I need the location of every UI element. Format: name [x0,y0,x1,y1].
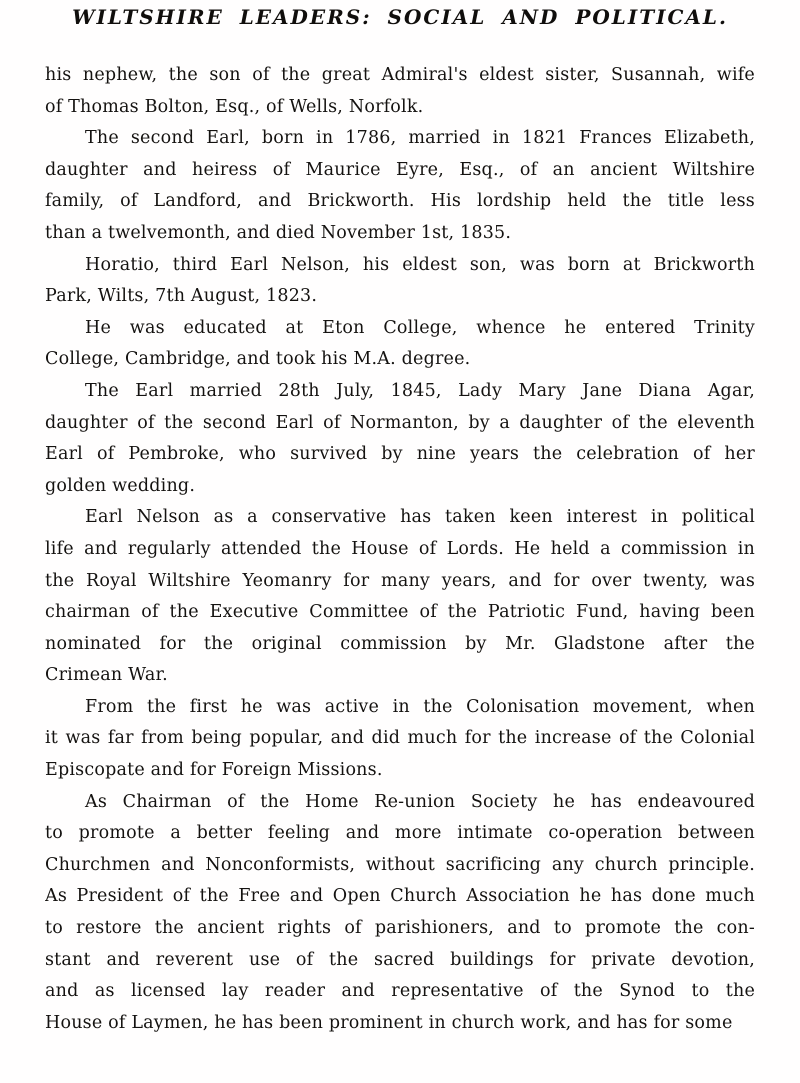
text-line: to promote a better feeling and more intimate co-operation between [45,823,755,844]
paragraph-education [45,313,755,376]
text-line: Park, Wilts, 7th August, 1823. [45,286,318,307]
text-line: his nephew, the son of the great Admiral's eldest sister, Susannah, wife [45,65,755,85]
paragraph-political-life [45,502,755,692]
text-line: Churchmen and Nonconformists, without sacrificing any church principle. [45,854,755,875]
paragraph-colonisation [45,692,755,787]
text-line: He was educated at Eton College, whence he entered Trinity [85,317,755,338]
text-line: to restore the ancient rights of parishioners, and to promote the con- [45,918,755,939]
paragraph-nephew [45,60,755,123]
text-line: golden wedding. [45,475,196,496]
page-body [45,60,755,1039]
text-line: it was far from being popular, and did much for the increase of the Colonial [45,728,755,749]
text-line: As Chairman of the Home Re-union Society he has endeavoured [85,791,755,812]
text-line: family, of Landford, and Brickworth. His lordship held the title less [45,191,755,212]
text-line: House of Laymen, he has been prominent in church work, and has for some [45,1012,733,1033]
text-line: daughter of the second Earl of Normanton, by a daughter of the eleventh [45,412,755,433]
text-line: nominated for the original commission by Mr. Gladstone after the [45,633,755,654]
paragraph-church-work [45,787,755,1040]
text-line: the Royal Wiltshire Yeomanry for many years, and for over twenty, was [45,570,755,591]
text-line: than a twelvemonth, and died November 1st, 1835. [45,222,512,243]
text-line: daughter and heiress of Maurice Eyre, Esq., of an ancient Wiltshire [45,159,755,180]
text-line: Episcopate and for Foreign Missions. [45,760,383,781]
text-line: of Thomas Bolton, Esq., of Wells, Norfolk. [45,96,424,117]
text-line: Horatio, third Earl Nelson, his eldest son, was born at Brickworth [85,254,755,275]
paragraph-second-earl [45,123,755,249]
text-line: From the first he was active in the Colonisation movement, when [85,696,755,717]
text-line: and as licensed lay reader and representative of the Synod to the [45,981,755,1002]
text-line: The second Earl, born in 1786, married in 1821 Frances Elizabeth, [85,128,755,149]
running-title: WILTSHIRE LEADERS: SOCIAL AND POLITICAL. [72,5,728,29]
text-line: Crimean War. [45,665,168,686]
text-line: As President of the Free and Open Church Association he has done much [45,886,755,907]
text-line: Earl of Pembroke, who survived by nine years the celebration of her [45,444,755,465]
text-line: stant and reverent use of the sacred buildings for private devotion, [45,949,755,970]
paragraph-marriage [45,376,755,502]
text-line: life and regularly attended the House of Lords. He held a commission in [45,538,755,559]
text-line: Earl Nelson as a conservative has taken keen interest in political [85,507,755,528]
text-line: College, Cambridge, and took his M.A. degree. [45,349,471,370]
text-line: chairman of the Executive Committee of the Patriotic Fund, having been [45,602,755,623]
text-line: The Earl married 28th July, 1845, Lady Mary Jane Diana Agar, [85,380,755,401]
paragraph-horatio-birth [45,250,755,313]
